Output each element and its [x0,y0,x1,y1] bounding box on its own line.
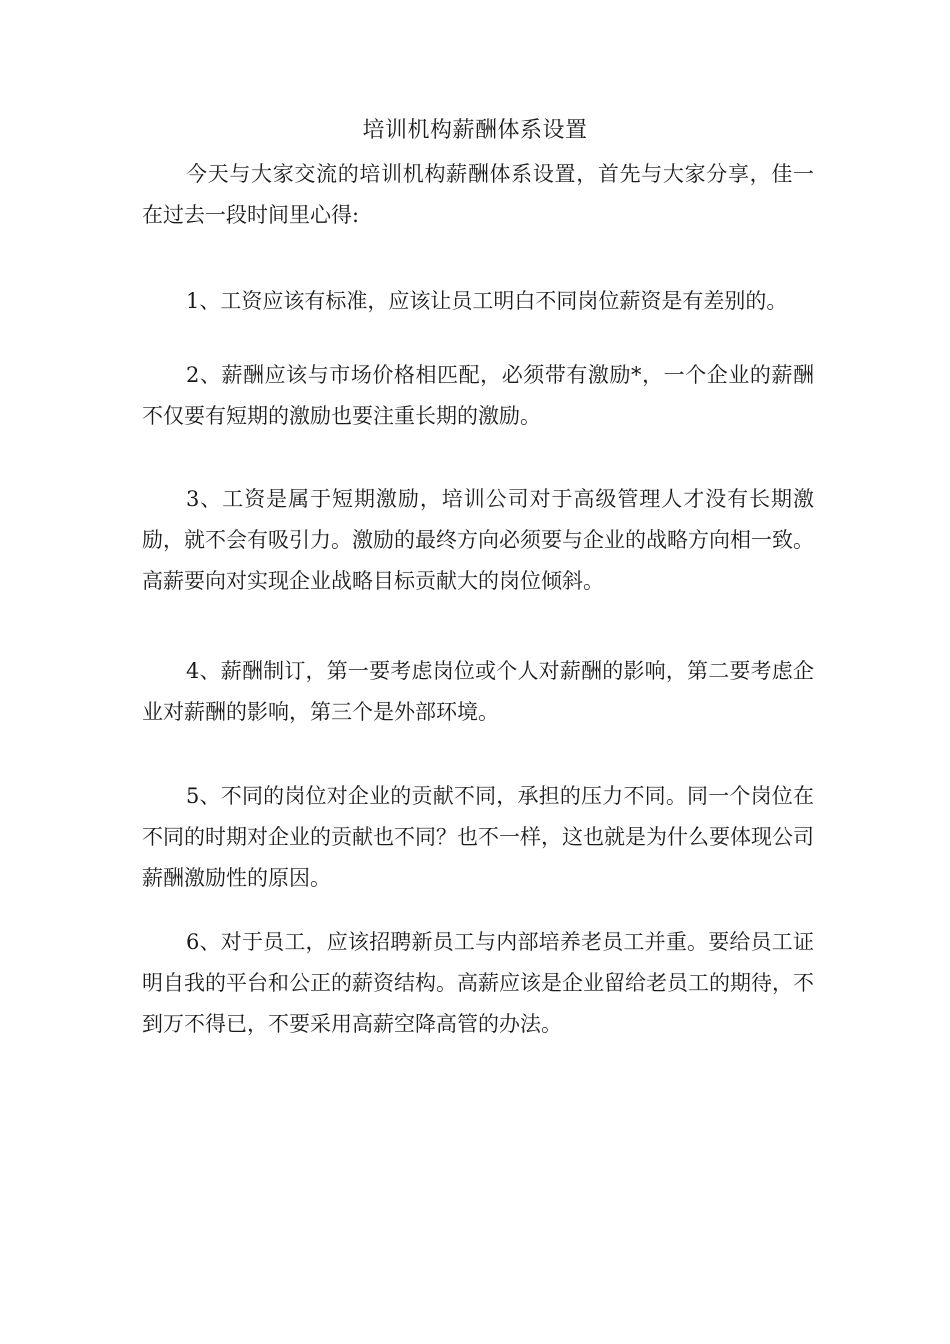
paragraph-4: 4、薪酬制订，第一要考虑岗位或个人对薪酬的影响，第二要考虑企业对薪酬的影响，第三个是外部环境。 [142,659,814,724]
intro-paragraph: 今天与大家交流的培训机构薪酬体系设置，首先与大家分享，佳一在过去一段时间里心得: [142,162,814,227]
paragraph-3: 3、工资是属于短期激励，培训公司对于高级管理人才没有长期激励，就不会有吸引力。激励的最终方向必须要与企业的战略方向相一致。高薪要向对实现企业战略目标贡献大的岗位倾斜。 [142,487,814,593]
document-title: 培训机构薪酬体系设置 [362,118,588,143]
paragraph-6: 6、对于员工，应该招聘新员工与内部培养老员工并重。要给员工证明自我的平台和公正的薪资结构。高薪应该是企业留给老员工的期待，不到万不得已，不要采用高薪空降高管的办法。 [142,930,814,1036]
paragraph-1: 1、工资应该有标准，应该让员工明白不同岗位薪资是有差别的。 [186,289,788,313]
paragraph-5: 5、不同的岗位对企业的贡献不同，承担的压力不同。同一个岗位在不同的时期对企业的贡献也不同？也不一样，这也就是为什么要体现公司薪酬激励性的原因。 [142,784,814,890]
paragraph-2: 2、薪酬应该与市场价格相匹配，必须带有激励*，一个企业的薪酬不仅要有短期的激励也要注重长期的激励。 [142,363,814,428]
